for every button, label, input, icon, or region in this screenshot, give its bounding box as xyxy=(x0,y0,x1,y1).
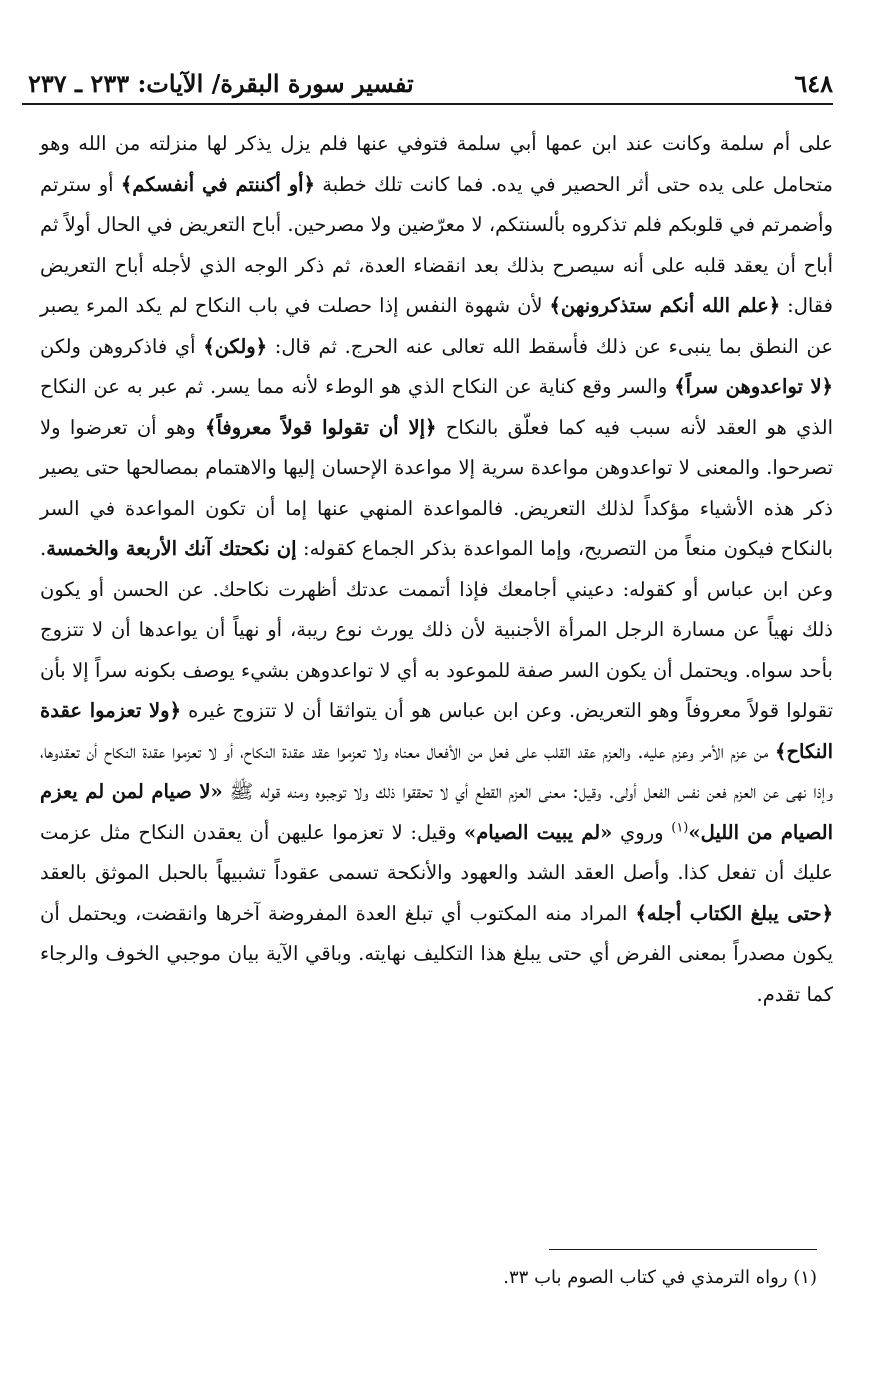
quran-quote: ﴿ولكن﴾ xyxy=(203,334,268,358)
text-span: وروي xyxy=(612,820,672,844)
text-span: من عزم الأمر وعزم عليه. والعزم عقد القلب على فعل من الأفعال معناه ولا تعزموا عقد عقدة النكاح، أو لا تعزموا عقدة النكاح أن تعقدوها، وإذا نهى عن العزم فعن نفس الفعل أولى. وقيل: معنى العزم القطع أي لا تحققوا ذلك ولا توجبوه ومنه قوله ﷺ xyxy=(40,739,833,803)
quran-quote: ﴿أو أكننتم في أنفسكم﴾ xyxy=(120,172,315,196)
text-span: أو سترتم وأضمرتم في قلوبكم فلم تذكروه بألسنتكم، لا معرّضين ولا مصرحين. أباح التعريض في الحال أولاً ثم أباح أن يعقد قلبه على أنه سيصرح بذلك بعد انقضاء العدة، ثم ذكر الوجه الذي لأجله أباح التعريض فقال: xyxy=(40,172,833,317)
page-number: ٦٤٨ xyxy=(794,68,833,98)
quoted-phrase: إن نكحتك آنك الأربعة والخمسة xyxy=(46,537,297,560)
hadith-quote: «لم يبيت الصيام» xyxy=(464,820,613,844)
footnote-marker: (١) xyxy=(671,820,689,835)
text-span: وهو أن تعرضوا ولا تصرحوا. والمعنى لا تواعدوهن مواعدة سرية إلا مواعدة الإحسان إليها والاهتمام بمصالحها حتى يصير ذكر هذه الأشياء مؤكداً لذلك التعريض. فالمواعدة المنهي عنها إما أن تكون المواعدة في السر بالنكاح فيكون منعاً من التصريح، وإما المواعدة بذكر الجماع كقوله: xyxy=(40,415,833,560)
text-span: . وعن ابن عباس أو كقوله: دعيني أجامعك فإذا أتممت عدتك أظهرت نكاحك. عن الحسن أو يكون ذلك نهياً عن مسارة الرجل المرأة الأجنبية لأن ذلك يورث نوع ريبة، أو نهياً أن يواعدها أن لا تتزوج بأحد سواه. ويحتمل أن يكون السر صفة للموعود به أي لا تواعدوهن بشيء يوصف بكونه سراً إلا بأن تقولوا قولاً معروفاً وهو التعريض. وعن ابن عباس هو أن يتواثقا أن لا تتزوج غيره xyxy=(40,537,833,722)
page-header xyxy=(28,66,833,100)
text-span: على أم سلمة وكانت عند ابن عمها أبي سلمة فتوفي عنها فلم يزل يذكر لها منزلته من الله وهو متحامل على يده حتى أثر الحصير في يده. فما كانت تلك خطبة xyxy=(40,132,834,196)
body-text xyxy=(40,124,833,1015)
text-span: المراد منه المكتوب أي تبلغ العدة المفروضة آخرها وانقضت، ويحتمل أن يكون مصدراً بمعنى الفرض أي حتى يبلغ هذا التكليف نهايته. وباقي الآية بيان موجبي الخوف والرجاء كما تقدم. xyxy=(40,901,833,1006)
running-title: تفسير سورة البقرة/ الآيات: ٢٣٣ ـ ٢٣٧ xyxy=(28,68,414,98)
quran-quote: ﴿ولا تعزموا عقدة النكاح﴾ xyxy=(40,699,833,763)
footnote-rule xyxy=(549,1249,817,1250)
footnote: (١) رواه الترمذي في كتاب الصوم باب ٣٣. xyxy=(503,1267,817,1288)
header-rule xyxy=(22,103,833,105)
text-span: لأن شهوة النفس إذا حصلت في باب النكاح لم يكد المرء يصبر عن النطق بما ينبىء عن ذلك فأسقط الله تعالى عنه الحرج. ثم قال: xyxy=(40,294,834,358)
hadith-quote: «لا صيام لمن لم يعزم الصيام من الليل» xyxy=(40,780,833,844)
quran-quote: ﴿علم الله أنكم ستذكرونهن﴾ xyxy=(549,294,781,317)
quran-quote: ﴿لا تواعدوهن سراً﴾ xyxy=(674,375,833,398)
text-span: وقيل: لا تعزموا عليهن أن يعقدن النكاح مثل عزمت عليك أن تفعل كذا. وأصل العقد الشد والعهود والأنكحة تسمى عقوداً تشبيهاً بالحبل الموثق بالعقد xyxy=(40,820,833,884)
body-paragraph xyxy=(40,124,833,1015)
quran-quote: ﴿إلا أن تقولوا قولاً معروفاً﴾ xyxy=(205,415,437,439)
quran-quote: ﴿حتى يبلغ الكتاب أجله﴾ xyxy=(635,901,834,925)
text-span: أي فاذكروهن ولكن xyxy=(40,334,204,358)
text-span: والسر وقع كناية عن النكاح الذي هو الوطء لأنه مما يسر. ثم عبر به عن النكاح الذي هو العقد لأنه سبب فيه كما فعلّق بالنكاح xyxy=(40,375,834,439)
